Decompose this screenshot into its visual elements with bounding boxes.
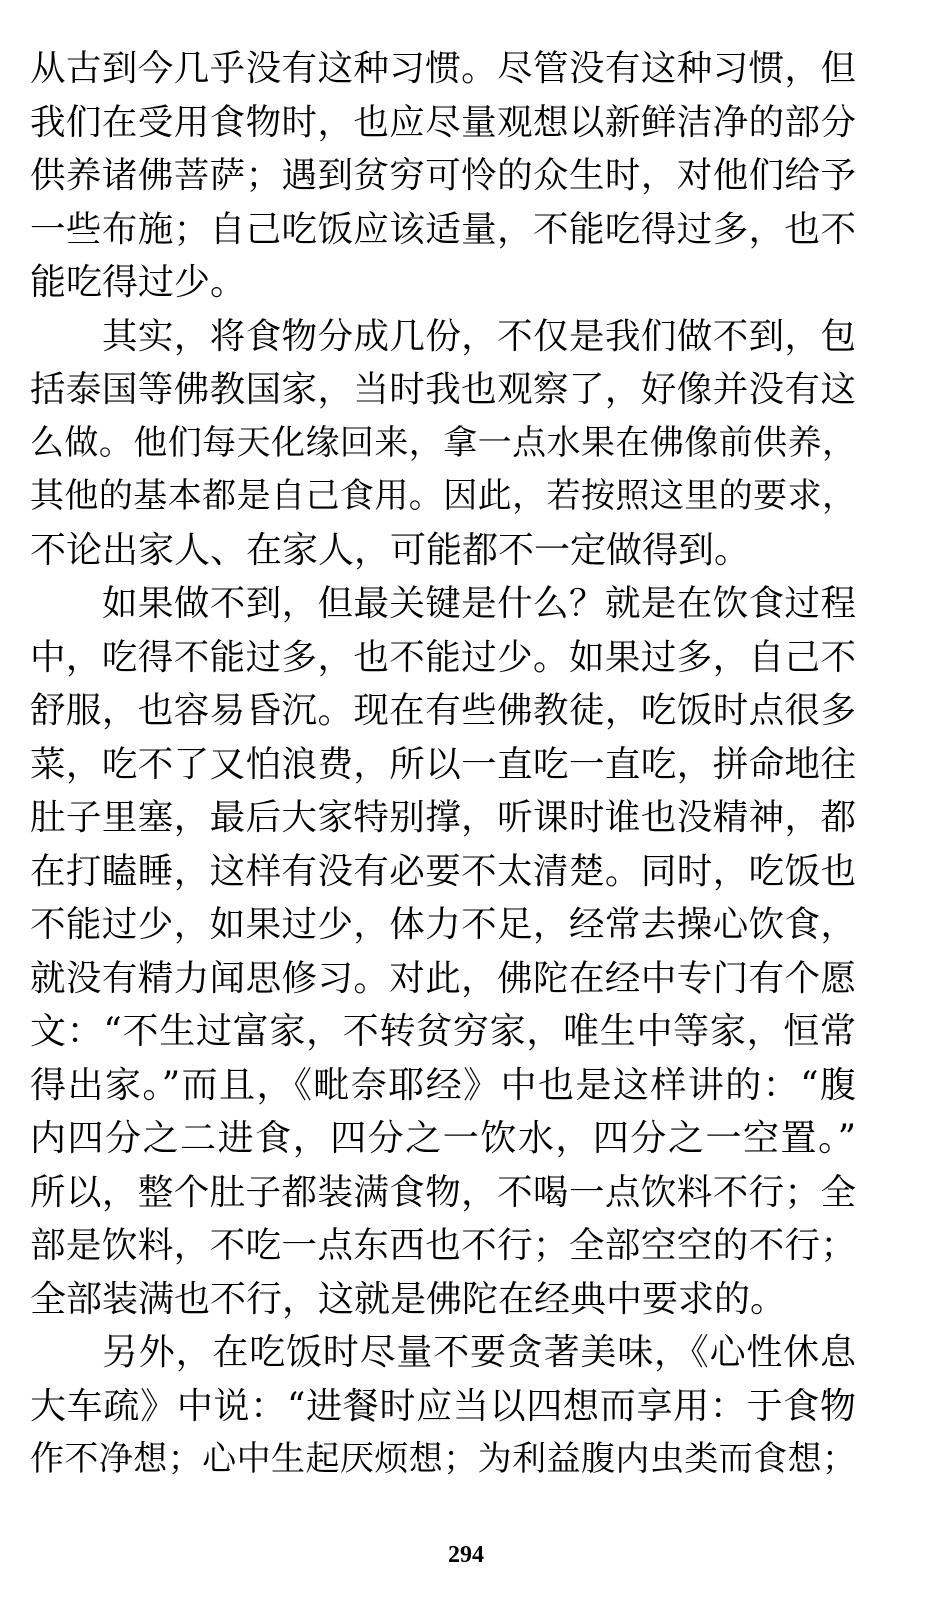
text-line: 所以，整个肚子都装满食物，不喝一点饮料不行；全 <box>30 1171 856 1213</box>
text-line: 中，吃得不能过多，也不能过少。如果过多，自己不 <box>30 636 856 678</box>
text-line: 从古到今几乎没有这种习惯。尽管没有这种习惯，但 <box>30 48 856 89</box>
text-line: 菜，吃不了又怕浪费，所以一直吃一直吃，拼命地往 <box>30 743 856 785</box>
text-line: 如果做不到，但最关键是什么？就是在饮食过程 <box>102 583 856 624</box>
text-line: 另外，在吃饭时尽量不要贪著美味，《心性休息 <box>102 1332 856 1373</box>
text-line: 舒服，也容易昏沉。现在有些佛教徒，吃饭时点很多 <box>30 690 856 731</box>
paragraph-1 <box>30 42 856 310</box>
text-line: 不能过少，如果过少，体力不足，经常去操心饮食， <box>30 904 856 945</box>
paragraph-4 <box>30 1326 856 1487</box>
text-line: 大车疏》中说：“进餐时应当以四想而享用：于食物 <box>30 1385 856 1427</box>
text-line: 我们在受用食物时，也应尽量观想以新鲜洁净的部分 <box>30 101 856 143</box>
text-line: 肚子里塞，最后大家特别撑，听课时谁也没精神，都 <box>30 797 856 838</box>
text-line: 部是饮料，不吃一点东西也不行；全部空空的不行； <box>30 1225 856 1266</box>
text-line: 内四分之二进食，四分之一饮水，四分之一空置。” <box>30 1118 856 1159</box>
text-line: 就没有精力闻思修习。对此，佛陀在经中专门有个愿 <box>30 957 856 999</box>
text-line: 一些布施；自己吃饭应该适量，不能吃得过多，也不 <box>30 208 856 250</box>
paragraph-2 <box>30 310 856 578</box>
text-line: 不论出家人、在家人，可能都不一定做得到。 <box>30 529 751 571</box>
text-line: 得出家。”而且，《毗奈耶经》中也是这样讲的：“腹 <box>30 1064 856 1106</box>
text-line: 其实，将食物分成几份，不仅是我们做不到，包 <box>102 315 856 357</box>
text-line: 括泰国等佛教国家，当时我也观察了，好像并没有这 <box>30 369 856 410</box>
page-number: 294 <box>448 1542 484 1568</box>
document-body <box>30 42 856 1487</box>
text-line: 作不净想；心中生起厌烦想；为利益腹内虫类而食想； <box>30 1439 856 1479</box>
text-line: 么做。他们每天化缘回来，拿一点水果在佛像前供养， <box>30 422 856 463</box>
text-line: 其他的基本都是自己食用。因此，若按照这里的要求， <box>30 476 856 516</box>
text-line: 文：“不生过富家，不转贫穷家，唯生中等家，恒常 <box>30 1011 856 1052</box>
text-line: 供养诸佛菩萨；遇到贫穷可怜的众生时，对他们给予 <box>30 155 856 196</box>
text-line: 全部装满也不行，这就是佛陀在经典中要求的。 <box>30 1278 787 1320</box>
text-line: 能吃得过少。 <box>30 262 247 303</box>
text-line: 在打瞌睡，这样有没有必要不太清楚。同时，吃饭也 <box>30 850 856 892</box>
paragraph-3 <box>30 577 856 1326</box>
